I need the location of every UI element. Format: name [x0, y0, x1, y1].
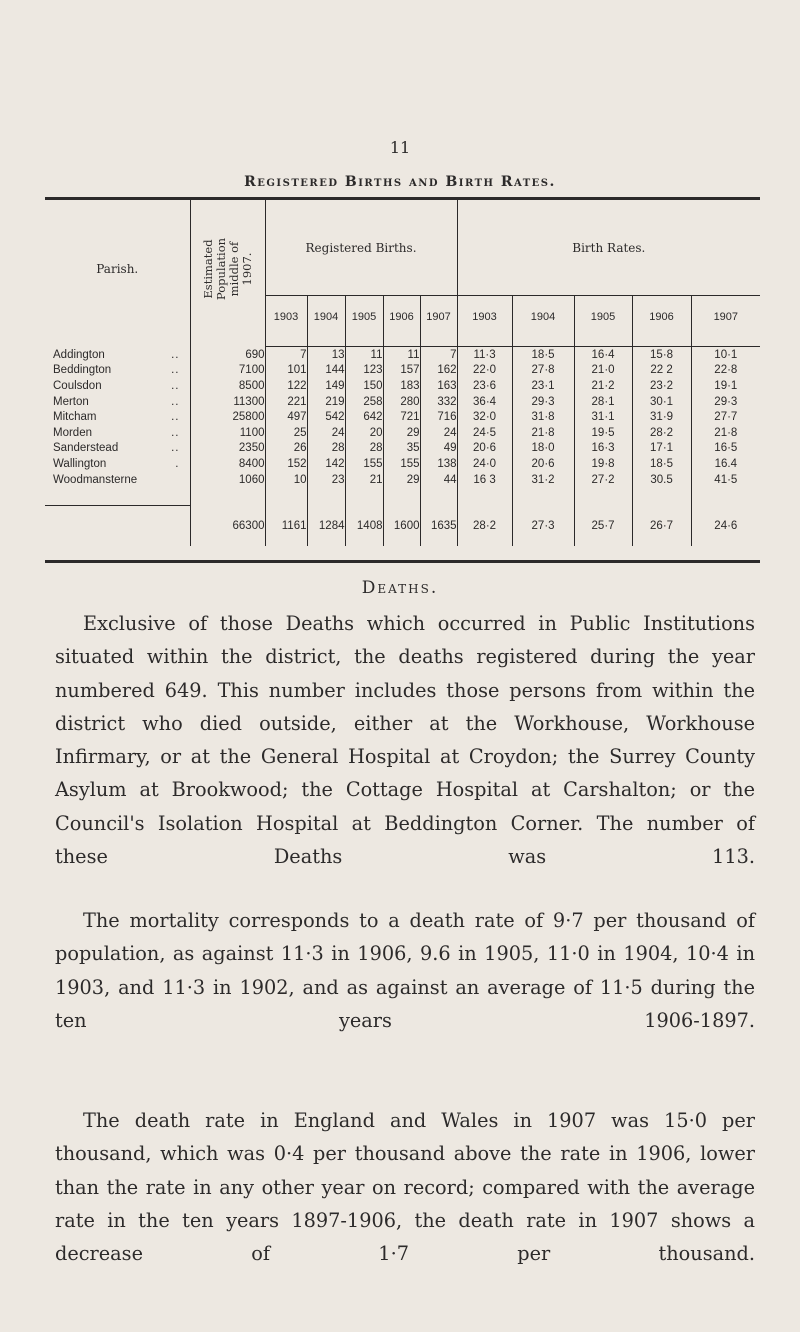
deaths-paragraph: The mortality corresponds to a death rate of 9·7 per thousand of population, as against 11·3 in 1906, 9.6 in 1905, 11·0 in 1904, 10·4 in 1903, and 11·3 in 1902, and as against an average of 11·5 during the ten years 1906-1897. [55, 909, 755, 1032]
births-cell: 163 [420, 378, 457, 394]
parish-label: Merton [53, 395, 89, 408]
births-cell: 157 [383, 363, 420, 379]
parish-name [45, 363, 190, 379]
rates-year-header: 1907 [713, 311, 739, 323]
leader-dots: .. [171, 395, 180, 408]
births-cell: 183 [383, 378, 420, 394]
rate-cell: 20·6 [457, 441, 512, 457]
births-cell: 542 [307, 409, 345, 425]
births-cell: 49 [420, 441, 457, 457]
parish-label: Woodmansterne [53, 473, 138, 486]
total-births: 1284 [307, 506, 345, 546]
rate-cell: 28·1 [574, 394, 632, 410]
rate-cell: 22 2 [632, 363, 691, 379]
registered-births-header: Registered Births. [265, 200, 457, 296]
table-row [45, 425, 760, 441]
population-cell: 8400 [190, 456, 265, 472]
population-header-line-4: 1907. [239, 252, 254, 286]
leader-dots: . [175, 457, 180, 470]
birth-rates-header: Birth Rates. [457, 200, 760, 296]
table-row [45, 441, 760, 457]
table-row [45, 363, 760, 379]
births-cell: 642 [345, 409, 383, 425]
births-year-header: 1907 [420, 296, 457, 339]
rate-cell: 23·1 [512, 378, 574, 394]
total-rate: 26·7 [632, 506, 691, 546]
births-cell: 28 [345, 441, 383, 457]
rates-year-header: 1905 [574, 296, 632, 339]
total-births: 1161 [265, 506, 307, 546]
births-cell: 280 [383, 394, 420, 410]
deaths-paragraph: Exclusive of those Deaths which occurred in Public Institutions situated within the district, the deaths registered during the year numbered 649. This number includes those persons from within the district who died outside, either at the Workhouse, Workhouse Infirmary, or at the General Hospital at Croydon; the Surrey County Asylum at Brookwood; the Cottage Hospital at Carshalton; or the Council's Isolation Hospital at Beddington Corner. The number of these Deaths was 113. [55, 612, 755, 869]
parish-label: Sanderstead [53, 442, 119, 455]
rate-cell: 28·2 [632, 425, 691, 441]
table-title: Registered Births and Birth Rates. [244, 174, 556, 190]
rate-cell: 31·9 [632, 409, 691, 425]
parish-name [45, 456, 190, 472]
rate-cell: 18·0 [512, 441, 574, 457]
rate-cell: 31·2 [512, 472, 574, 488]
population-header-line-1: Estimated [200, 239, 215, 299]
total-population: 66300 [190, 506, 265, 546]
population-header [190, 200, 265, 338]
rates-year-header: 1904 [512, 296, 574, 339]
births-cell: 26 [265, 441, 307, 457]
births-cell: 122 [265, 378, 307, 394]
parish-name [45, 441, 190, 457]
parish-name [45, 409, 190, 425]
rate-cell: 16.4 [714, 457, 737, 470]
births-cell: 155 [383, 456, 420, 472]
table-row [45, 472, 760, 488]
rate-cell: 27·2 [574, 472, 632, 488]
parish-name [45, 425, 190, 441]
parish-label: Beddington [53, 364, 112, 377]
table-row [45, 409, 760, 425]
rate-cell: 23·6 [457, 378, 512, 394]
table-row [45, 347, 760, 363]
population-cell: 2350 [190, 441, 265, 457]
rate-cell: 16 3 [457, 472, 512, 488]
population-header-line-2: Population [213, 237, 228, 301]
births-cell: 11 [383, 347, 420, 363]
rate-cell: 20·6 [512, 456, 574, 472]
parish-name [45, 394, 190, 410]
parish-label: Morden [53, 426, 92, 439]
births-cell: 29 [383, 425, 420, 441]
births-cell: 10 [265, 472, 307, 488]
rate-cell: 30.5 [632, 472, 691, 488]
rate-cell: 27·8 [512, 363, 574, 379]
births-cell: 150 [345, 378, 383, 394]
table-row [45, 394, 760, 410]
rate-cell: 30·1 [632, 394, 691, 410]
rate-cell: 11·3 [457, 347, 512, 363]
total-births: 1635 [420, 506, 457, 546]
leader-dots: .. [171, 379, 180, 392]
births-cell: 162 [420, 363, 457, 379]
births-cell: 155 [345, 456, 383, 472]
births-cell: 142 [307, 456, 345, 472]
table-bottom-rule [45, 560, 760, 563]
births-year-header: 1906 [383, 296, 420, 339]
births-cell: 138 [420, 456, 457, 472]
rate-cell: 36·4 [457, 394, 512, 410]
rate-cell: 19·8 [574, 456, 632, 472]
totals-row [45, 506, 760, 546]
leader-dots: .. [171, 348, 180, 361]
births-cell: 101 [265, 363, 307, 379]
total-rate: 25·7 [574, 506, 632, 546]
table-row [45, 456, 760, 472]
population-cell: 11300 [190, 394, 265, 410]
parish-label: Wallington [53, 457, 107, 470]
rate-cell: 16·3 [574, 441, 632, 457]
births-cell: 123 [345, 363, 383, 379]
births-cell: 24 [307, 425, 345, 441]
deaths-heading: Deaths. [361, 578, 439, 598]
rate-cell: 23·2 [632, 378, 691, 394]
leader-dots: .. [171, 442, 180, 455]
births-cell: 7 [420, 347, 457, 363]
leader-dots: .. [171, 364, 180, 377]
births-cell: 13 [307, 347, 345, 363]
parish-label: Coulsdon [53, 379, 102, 392]
parish-name [45, 472, 190, 488]
rate-cell: 21·2 [574, 378, 632, 394]
births-year-header: 1904 [307, 296, 345, 339]
rate-cell: 24·5 [457, 425, 512, 441]
rate-cell: 21·0 [574, 363, 632, 379]
rate-cell: 16·4 [574, 347, 632, 363]
population-header-line-3: middle of [226, 241, 241, 297]
births-cell: 497 [265, 409, 307, 425]
population-cell: 8500 [190, 378, 265, 394]
total-rate: 28·2 [457, 506, 512, 546]
rate-cell: 16·5 [714, 442, 738, 455]
rate-cell: 24·0 [457, 456, 512, 472]
births-cell: 258 [345, 394, 383, 410]
births-cell: 332 [420, 394, 457, 410]
rate-cell: 21·8 [714, 426, 738, 439]
births-cell: 152 [265, 456, 307, 472]
births-cell: 35 [383, 441, 420, 457]
births-table [45, 200, 760, 546]
rate-cell: 41·5 [714, 473, 738, 486]
population-cell: 690 [190, 347, 265, 363]
births-year-header: 1905 [345, 296, 383, 339]
births-year-header: 1903 [265, 296, 307, 339]
parish-header: Parish. [45, 200, 190, 338]
births-cell: 25 [265, 425, 307, 441]
total-rate: 24·6 [714, 520, 738, 533]
births-cell: 44 [420, 472, 457, 488]
rate-cell: 18·5 [512, 347, 574, 363]
births-cell: 20 [345, 425, 383, 441]
leader-dots: .. [171, 426, 180, 439]
rate-cell: 29·3 [512, 394, 574, 410]
births-cell: 24 [420, 425, 457, 441]
rate-cell: 17·1 [632, 441, 691, 457]
parish-name [45, 378, 190, 394]
table-row [45, 378, 760, 394]
rate-cell: 21·8 [512, 425, 574, 441]
rate-cell: 10·1 [714, 348, 738, 361]
rate-cell: 15·8 [632, 347, 691, 363]
births-cell: 716 [420, 409, 457, 425]
births-cell: 29 [383, 472, 420, 488]
population-cell: 25800 [190, 409, 265, 425]
births-cell: 721 [383, 409, 420, 425]
rate-cell: 19·5 [574, 425, 632, 441]
rate-cell: 31·8 [512, 409, 574, 425]
rate-cell: 27·7 [714, 411, 738, 424]
rate-cell: 22·0 [457, 363, 512, 379]
rate-cell: 32·0 [457, 409, 512, 425]
rate-cell: 29·3 [714, 395, 738, 408]
page-number: 11 [389, 138, 411, 157]
population-cell: 1100 [190, 425, 265, 441]
rates-year-header: 1903 [457, 296, 512, 339]
population-cell: 7100 [190, 363, 265, 379]
births-cell: 21 [345, 472, 383, 488]
births-cell: 11 [345, 347, 383, 363]
parish-label: Addington [53, 348, 105, 361]
rate-cell: 18·5 [632, 456, 691, 472]
births-cell: 7 [265, 347, 307, 363]
total-births: 1408 [345, 506, 383, 546]
total-rate: 27·3 [512, 506, 574, 546]
births-cell: 28 [307, 441, 345, 457]
deaths-paragraph: The death rate in England and Wales in 1907 was 15·0 per thousand, which was 0·4 per thousand above the rate in 1906, lower than the rate in any other year on record; compared with the average rate in the ten years 1897-1906, the death rate in 1907 shows a decrease of 1·7 per thousand. [55, 1109, 755, 1266]
population-cell: 1060 [190, 472, 265, 488]
births-cell: 221 [265, 394, 307, 410]
births-cell: 144 [307, 363, 345, 379]
rates-year-header: 1906 [632, 296, 691, 339]
births-cell: 219 [307, 394, 345, 410]
births-cell: 149 [307, 378, 345, 394]
leader-dots: .. [171, 411, 180, 424]
rate-cell: 22·8 [714, 364, 738, 377]
parish-name [45, 347, 190, 363]
header-separator [45, 338, 760, 347]
total-births: 1600 [383, 506, 420, 546]
births-cell: 23 [307, 472, 345, 488]
rate-cell: 31·1 [574, 409, 632, 425]
rate-cell: 19·1 [714, 379, 738, 392]
parish-label: Mitcham [53, 411, 97, 424]
